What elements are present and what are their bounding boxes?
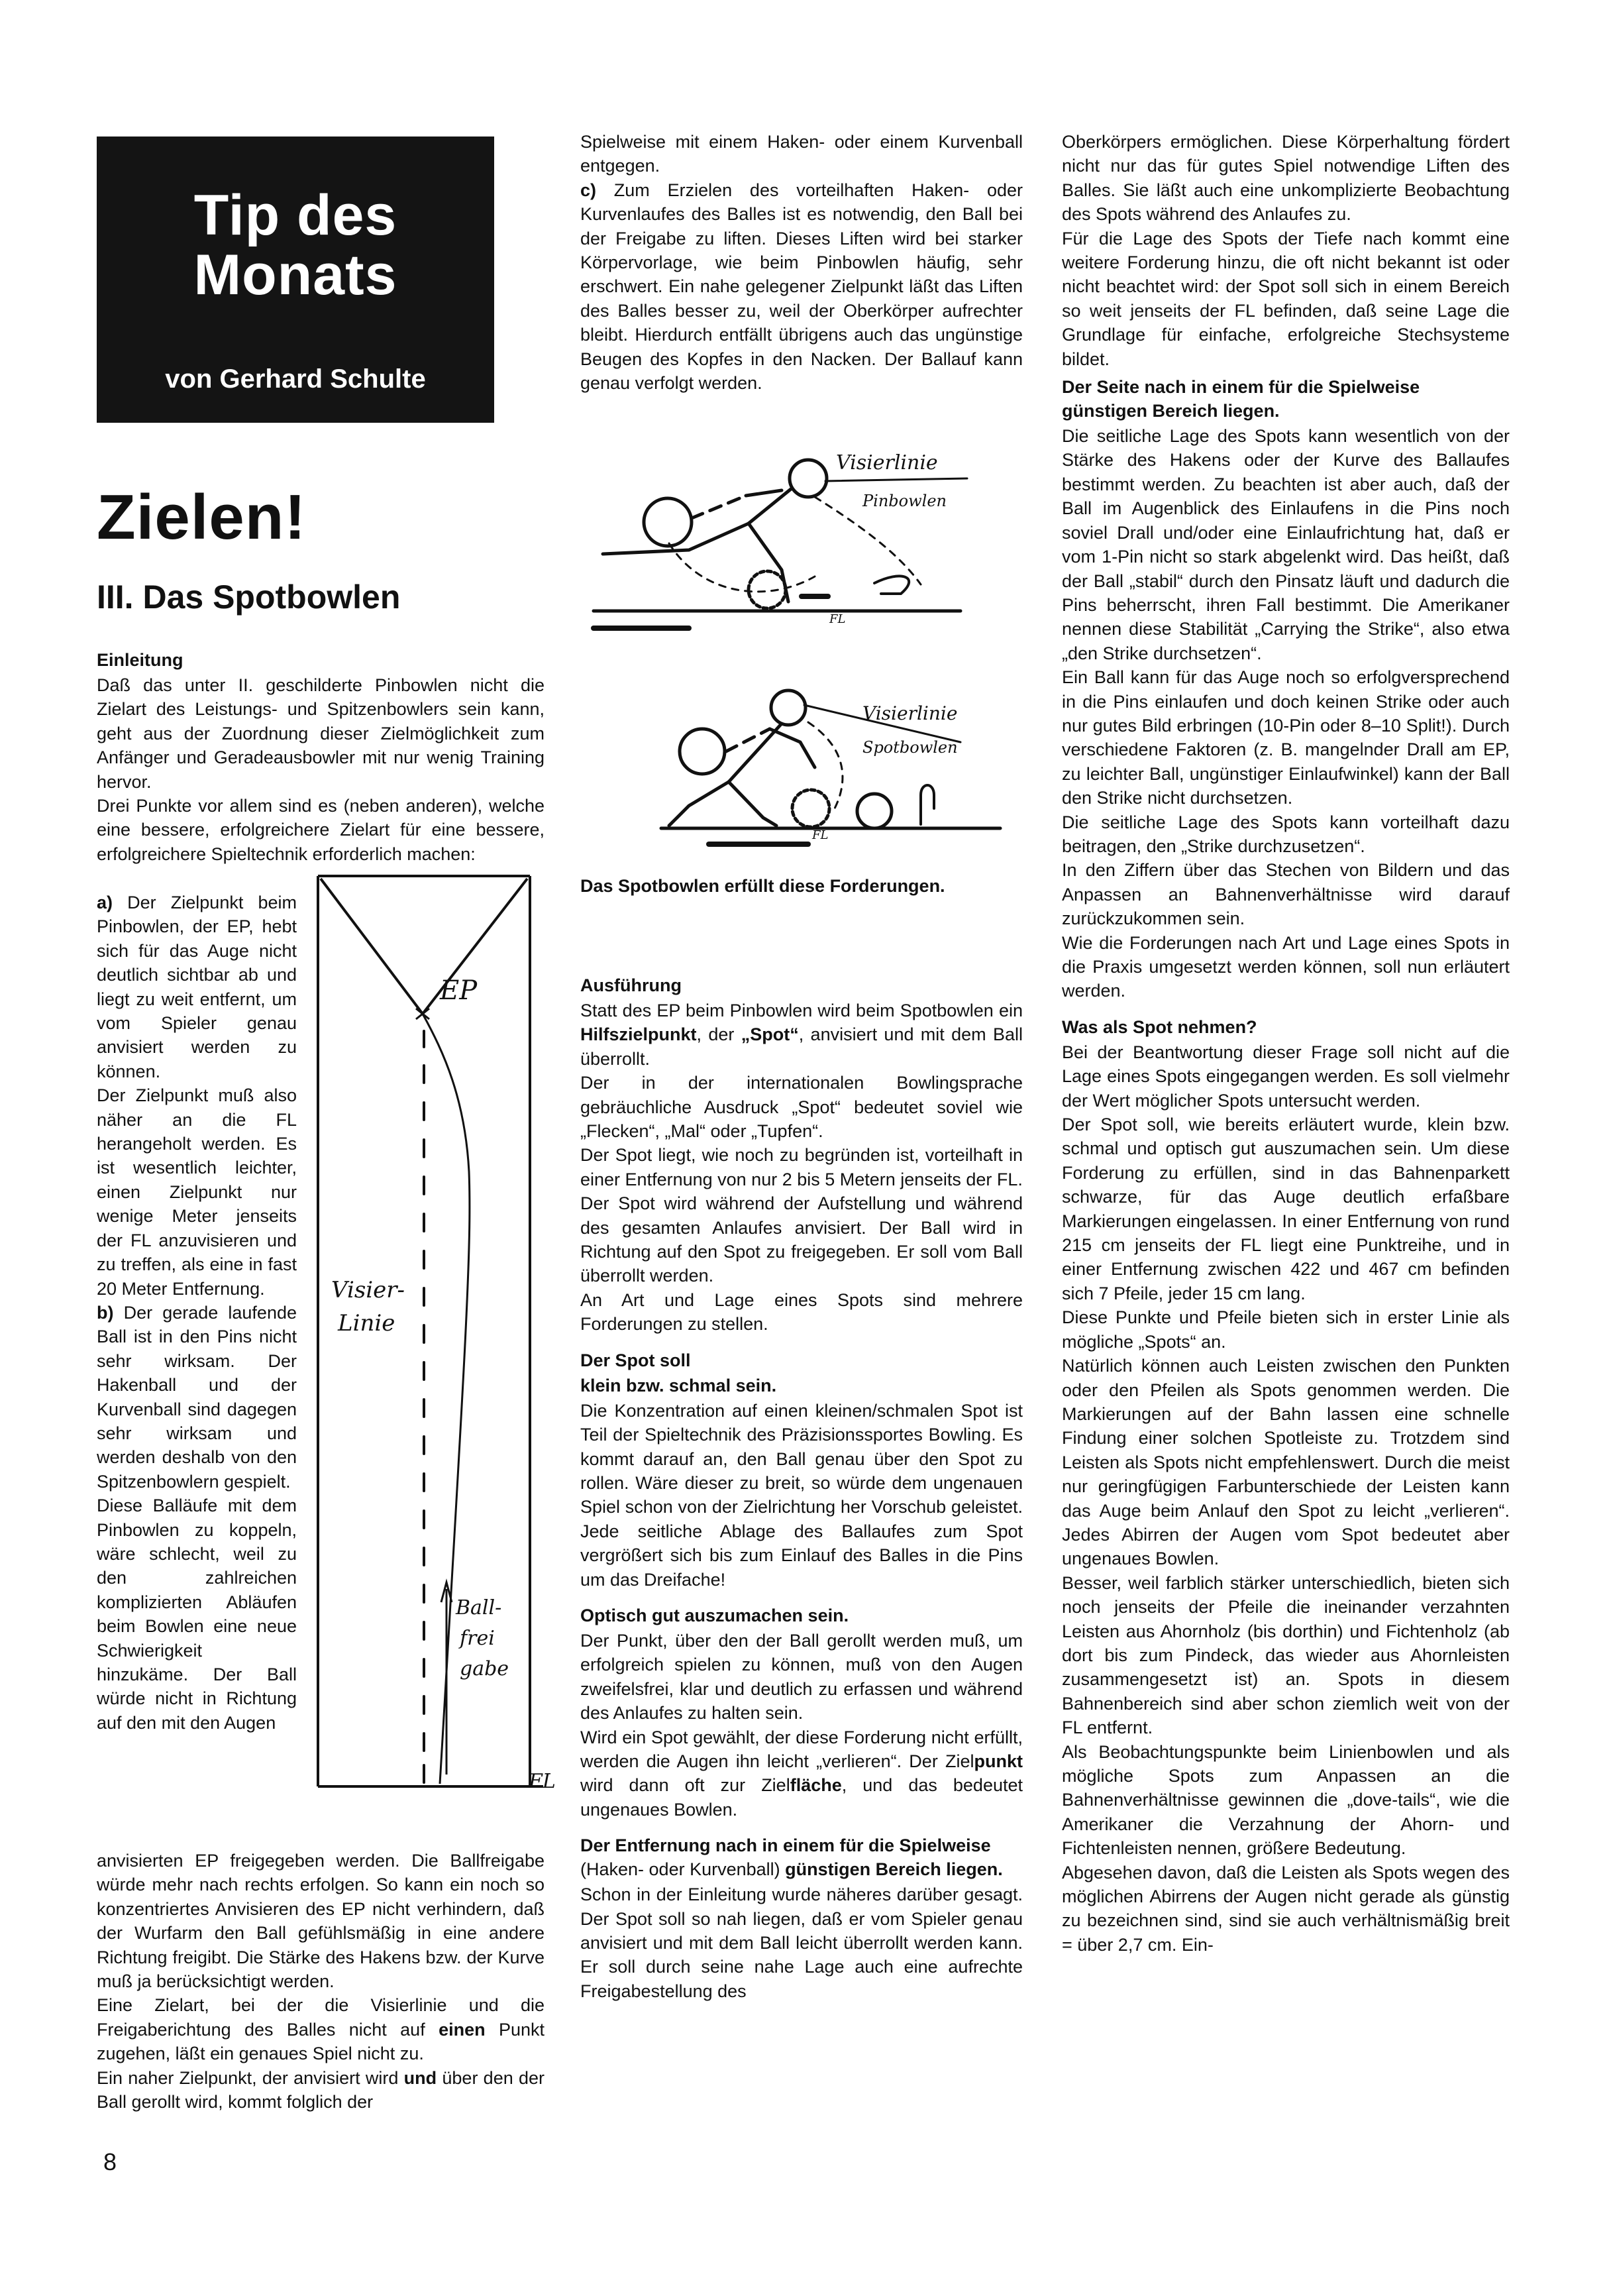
leg-back-top [603,523,749,554]
head-bottom [771,690,806,725]
arm-front-bottom [770,729,815,767]
spot-soll-heading: Der Spot soll [580,1350,691,1370]
paragraph: Wie die Forderungen nach Art und Lage eines Spots in die Praxis umgesetzt werden können, soll nun erläutert werden. [1062,932,1510,1001]
was-als-spot-heading: Was als Spot nehmen? [1062,1016,1257,1037]
point-b-label: b) [97,1302,114,1323]
ep-label: EP [440,975,478,1006]
text-run: , anvisiert und mit dem Ball überrollt. [580,1024,1023,1069]
leg-back-bottom [669,782,729,826]
paragraph: Besser, weil farblich stärker unterschiedlich, bieten sich noch jenseits der Pfeile die ineinander verzahnten Leisten aus Ahornholz (bis dorthin) und Fichtenholz (ab dort bis zum Pindeck, das wieder aus Ahornleisten zusammengesetzt ist) an. Spots in diesem Bahnenbereich sind aber schon ziemlich weit von der FL entfernt. [1062,1572,1510,1738]
ball-label-1: Ball- [456,1596,502,1619]
paragraph: Der Zielpunkt muß also näher an die FL herangeholt werden. Es ist wesentlich leichter, einen Zielpunkt nur wenige Meter jenseits der FL anzuvisieren und zu treffen, als eine in fast 20 Meter Entfernung. [97,1085,297,1299]
column-1-intro [97,644,545,866]
paragraph: Die seitliche Lage des Spots kann wesentlich von der Stärke des Hakens oder der Kurve des Ballaufes bestimmt werden. Zu beachten ist aber auch, daß der Ball im Augenblick des Einlaufens in die Pins noch soviel Drall und/oder eine Einlaufrichtung hat, daß er vom 1-Pin nicht so stark abgelenkt wird. Das heißt, daß der Ball „stabil“ durch den Pinsatz läuft und dadurch die Pins beherrscht, ihren Fall bestimmt. Die Amerikaner nennen diese Stabilität „Carrying the Strike“, also etwa „den Strike durchsetzen“. [1062,426,1510,663]
emphasis: „Spot“ [741,1024,799,1045]
paragraph: Ein Ball kann für das Auge noch so erfolgversprechend in die Pins einlaufen und doch keinen Strike oder auch nur gutes Bild erbringen (10-Pin oder 8–10 Split!). Durch verschiedene Faktoren (z. B. mangelnder Drall am EP, zu leichter Ball, ungünstiger Einlaufwinkel) kann der Ball den Strike nicht durchsetzen. [1062,667,1510,808]
leg-front-bottom [729,782,776,826]
paragraph: Die seitliche Lage des Spots kann vorteilhaft dazu beitragen, den „Strike durchzusetzen“. [1062,812,1510,856]
point-c-label: c) [580,180,597,200]
klein-heading: klein bzw. schmal sein. [580,1375,777,1395]
ball-back-bottom [680,729,725,774]
text-run: Eine Zielart, bei der die Visierlinie und die Freigaberichtung des Balles nicht auf [97,1995,545,2040]
paragraph: Für die Lage des Spots der Tiefe nach kommt eine weitere Forderung hinzu, die oft nicht bekannt ist oder nicht beachtet wird: der Spot soll sich in einem Bereich so weit jenseits der FL befinden, daß seine Lage die Grundlage für einfache, erfolgreiche Stechsysteme bildet. [1062,228,1510,369]
einleitung-heading: Einleitung [97,650,183,670]
ausfuehrung-heading: Ausführung [580,975,682,995]
tip-title-line2: Monats [193,243,397,307]
paragraph: Abgesehen davon, daß die Leisten als Spots wegen des möglichen Abirrens der Augen nicht gerade als günstig zu bezeichnen sind, sind sie auch verhältnismäßig breit = über 2,7 cm. Ein- [1062,1862,1510,1955]
text-run: , und das bedeutet ungenaues Bowlen. [580,1775,1023,1820]
tip-title-line1: Tip des [193,184,397,247]
paragraph [580,999,1023,1071]
paragraph: An Art und Lage eines Spots sind mehrere Forderungen zu stellen. [580,1289,1023,1335]
point-c-text: Zum Erzielen des vorteilhaften Haken- oder Kurvenlaufes des Balles ist es notwendig, den Ball bei der Freigabe zu liften. Dieses Liften wird bei starker Körpervorlage, wie beim Pinbowlen häufig, sehr erschwert. Ein nahe gelegener Zielpunkt läßt das Liften des Balles besser zu, weil der Oberkörper aufrechter bleibt. Hierdurch entfällt übrigens auch das ungünstige Beugen des Kopfes in den Nacken. Der Ballauf kann genau verfolgt werden. [580,180,1023,394]
paragraph: anvisierten EP freigegeben werden. Die Ballfreigabe würde mehr nach rechts erfolgen. So kann ein noch so konzentriertes Anvisieren des EP nicht verhindern, daß der Wurfarm den Ball gefühlsmäßig in eine andere Richtung freigibt. Die Stärke des Hakens bzw. der Kurve muß ja berücksichtigt werden. [97,1851,545,1992]
fig-label-pinbowlen: Pinbowlen [862,492,947,510]
pin-triangle [321,879,527,1014]
point-b [97,1301,297,1494]
paragraph: Die Konzentration auf einen kleinen/schmalen Spot ist Teil der Spieltechnik des Präzisionssportes Bowling. Es kommt darauf an, den Ball genau über den Spot zu rollen. Wäre dieser zu breit, so würde dem ungenauen Spiel schon von der Zielrichtung her Vorschub geleistet. Jede seitliche Ablage des Ballaufes zum Spot vergrößert sich bis zum Einlauf des Balles in die Pins um das Dreifache! [580,1400,1023,1590]
paragraph [97,1993,545,2065]
arm-back-bottom [726,729,770,751]
text-run: Punkt zugehen, läßt ein genaues Spiel nicht zu. [97,2019,545,2064]
paragraph: Natürlich können auch Leisten zwischen den Punkten oder den Pfeilen als Spots genommen werden. Die Markierungen auf der Bahn lassen eine schnelle Findung einer solchen Spotleiste zu. Trotzdem sind Leisten als Spots nicht empfehlenswert. Durch die meist nur geringfügigen Farbunterschiede der Leisten kann das Auge beim Anlauf den Spot zu leicht „verlieren“. Jedes Abirren der Augen vom Spot bedeutet aber ungenaues Bowlen. [1062,1356,1510,1569]
paragraph [580,1725,1023,1822]
paragraph: Bei der Beantwortung dieser Frage soll nicht auf die Lage eines Spots eingegangen werden. Es soll vielmehr der Wert möglicher Spots untersucht werden. [1062,1042,1510,1111]
arm-back-top [692,496,746,518]
target-ball-bottom [857,794,892,828]
emphasis: einen [439,2019,486,2040]
optisch-heading: Optisch gut auszumachen sein. [580,1605,849,1625]
column-1-rest [97,1849,545,2114]
point-c [580,178,1023,396]
paragraph: Der Spot soll, wie bereits erläutert wurde, klein bzw. schmal und optisch gut auszumachen sein. Um diese Forderung zu erfüllen, sind in das Bahnenparkett schwarze, für das Auge deutlich erfaßbare Markierungen eingelassen. In einer Entfernung von rund 215 cm jenseits der FL liegt eine Punktreihe, und in einer Entfernung zwischen 422 und 467 cm befinden sich 7 Pfeile, jeder 15 cm lang. [1062,1115,1510,1303]
paragraph: Drei Punkte vor allem sind es (neben anderen), welche eine bessere, erfolgreichere Zielart für eine bessere, erfolgreichere Spieltechnik erforderlich machen: [97,796,545,864]
point-a-text: Der Zielpunkt beim Pinbowlen, der EP, hebt sich für das Auge nicht deutlich sichtbar ab und liegt zu weit entfernt, um vom Spieler genau anvisiert werden zu können. [97,893,297,1081]
point-b-text: Der gerade laufende Ball ist in den Pins nicht sehr wirksam. Der Hakenball und der Kurvenball sind dagegen sehr wirksam und werden deshalb von den Spitzenbowlern gespielt. [97,1302,297,1492]
fig-label-visierlinie-top: Visierlinie [836,451,938,474]
paragraph: Diese Punkte und Pfeile bieten sich in erster Linie als mögliche „Spots“ an. [1062,1307,1510,1352]
emphasis: Hilfszielpunkt [580,1024,697,1045]
visier-label-1: Visier- [331,1277,405,1303]
fig-fl-label-bottom: FL [812,828,829,842]
seite-heading: Der Seite nach in einem für die Spielweise günstigen Bereich liegen. [1062,377,1420,421]
text-run: günstigen Bereich liegen. [785,1859,1003,1880]
fig-fl-label-top: FL [829,612,846,626]
paragraph: Oberkörpers ermöglichen. Diese Körperhaltung fördert nicht nur das für gutes Spiel notwendige Liften des Balles. Sie läßt auch eine unkomplizierte Beobachtung des Spots während des Anlaufes zu. [1062,132,1510,225]
page-number: 8 [103,2148,117,2175]
text-run: Ein naher Zielpunkt, der anvisiert wird [97,2067,404,2088]
text-run: Der Entfernung nach in einem für die Spielweise [580,1835,991,1856]
figure-caption: Das Spotbowlen erfüllt diese Forderungen. [580,876,945,896]
ball-label-2: frei [460,1627,495,1650]
text-run: wird dann oft zur Ziel [580,1775,790,1796]
emphasis: fläche [790,1775,842,1796]
leg-front-top [749,523,788,602]
paragraph: Der Punkt, über den der Ball gerollt werden muß, um erfolgreich spielen zu können, muß von den Augen zweifelsfrei, klar und deutlich zu erfassen und während des Anlaufes zu halten sein. [580,1630,1023,1723]
article-title: Zielen! [97,482,307,553]
ball-back-top [644,498,692,546]
release-ball-bottom [792,790,829,827]
release-ball-top [749,571,786,608]
ball-label-3: gabe [460,1657,509,1680]
paragraph: Spielweise mit einem Haken- oder einem Kurvenball entgegen. [580,132,1023,176]
tip-des-monats-box [97,137,494,423]
point-a [97,891,297,1083]
arm-front-top [746,490,782,496]
paragraph: Der Spot liegt, wie noch zu begründen ist, vorteilhaft in einer Entfernung von nur 2 bis 5 Metern jenseits der FL. [580,1145,1023,1189]
sight-line-top [825,478,967,481]
text-run: (Haken- oder Kurvenball) [580,1859,786,1880]
column-2-bottom [580,969,1023,2003]
fig-label-visierlinie-bottom: Visierlinie [862,702,958,724]
column-2-top [580,130,1023,395]
paragraph: Der in der internationalen Bowlingsprache gebräuchliche Ausdruck „Spot“ bedeutet soviel wie „Flecken“, „Mal“ oder „Tupfen“. [580,1073,1023,1142]
paragraph: Schon in der Einleitung wurde näheres darüber gesagt. Der Spot soll so nah liegen, daß er vom Spieler genau anvisiert und mit dem Ball leicht überrollt werden kann. Er soll durch seine nahe Lage auch eine aufrechte Freigabestellung des [580,1885,1023,2001]
paragraph: Als Beobachtungspunkte beim Linienbowlen und als mögliche Spots zum Anpassen an die Bahnenverhältnisse gewinnen die „dove-tails“, wie die Amerikaner die Verzahnung der Ahorn- und Fichtenleisten nennen, größere Bedeutung. [1062,1741,1510,1859]
emphasis: und [403,2067,437,2088]
paragraph: Der Spot wird während der Aufstellung und während des gesamten Anlaufes anvisiert. Der Ball wird in Richtung auf den Spot zu freigegeben. Er soll vom Ball überrollt werden. [580,1193,1023,1286]
fig-label-spotbowlen: Spotbowlen [862,738,958,757]
text-run: , der [696,1024,741,1045]
roll-arrow-top [874,576,909,594]
visier-label-2: Linie [338,1310,395,1337]
hook-arrow-bottom [921,785,934,824]
text-run: über den der Ball gerollt wird, kommt folglich der [97,2067,545,2112]
tip-title [97,186,494,305]
author-line: von Gerhard Schulte [165,364,426,394]
point-a-label: a) [97,893,113,912]
section-title: III. Das Spotbowlen [97,578,401,616]
lane-diagram [311,873,556,1801]
bowler-figures [590,437,1014,868]
paragraph: In den Ziffern über das Stechen von Bildern und das Anpassen an Bahnenverhältnisse wird darauf zurückzukommen sein. [1062,860,1510,929]
paragraph: Diese Balläufe mit dem Pinbowlen zu koppeln, wäre schlecht, weil zu den zahlreichen komplizierten Abläufen beim Bowlen eine neue Schwierigkeit hinzukäme. Der Ball würde nicht in Richtung auf den mit den Augen [97,1496,297,1733]
paragraph [97,2066,545,2114]
fl-label: FL [529,1770,556,1793]
entfernung-heading [580,1833,1023,1881]
text-run: Wird ein Spot gewählt, der diese Forderung nicht erfüllt, werden die Augen ihn leicht „verlieren“. Der Ziel [580,1727,1023,1771]
text-run: Statt des EP beim Pinbowlen wird beim Spotbowlen ein [580,1001,1023,1020]
emphasis: punkt [974,1751,1023,1771]
column-3 [1062,130,1510,1957]
paragraph: Daß das unter II. geschilderte Pinbowlen nicht die Zielart des Leistungs- und Spitzenbowlers sein kann, geht aus der Zuordnung dieser Zielmöglichkeit zum Anfänger und Geradeausbowler mit nur wenig Training hervor. [97,675,545,792]
head-top [790,460,827,497]
column-1-narrow [97,891,297,1735]
